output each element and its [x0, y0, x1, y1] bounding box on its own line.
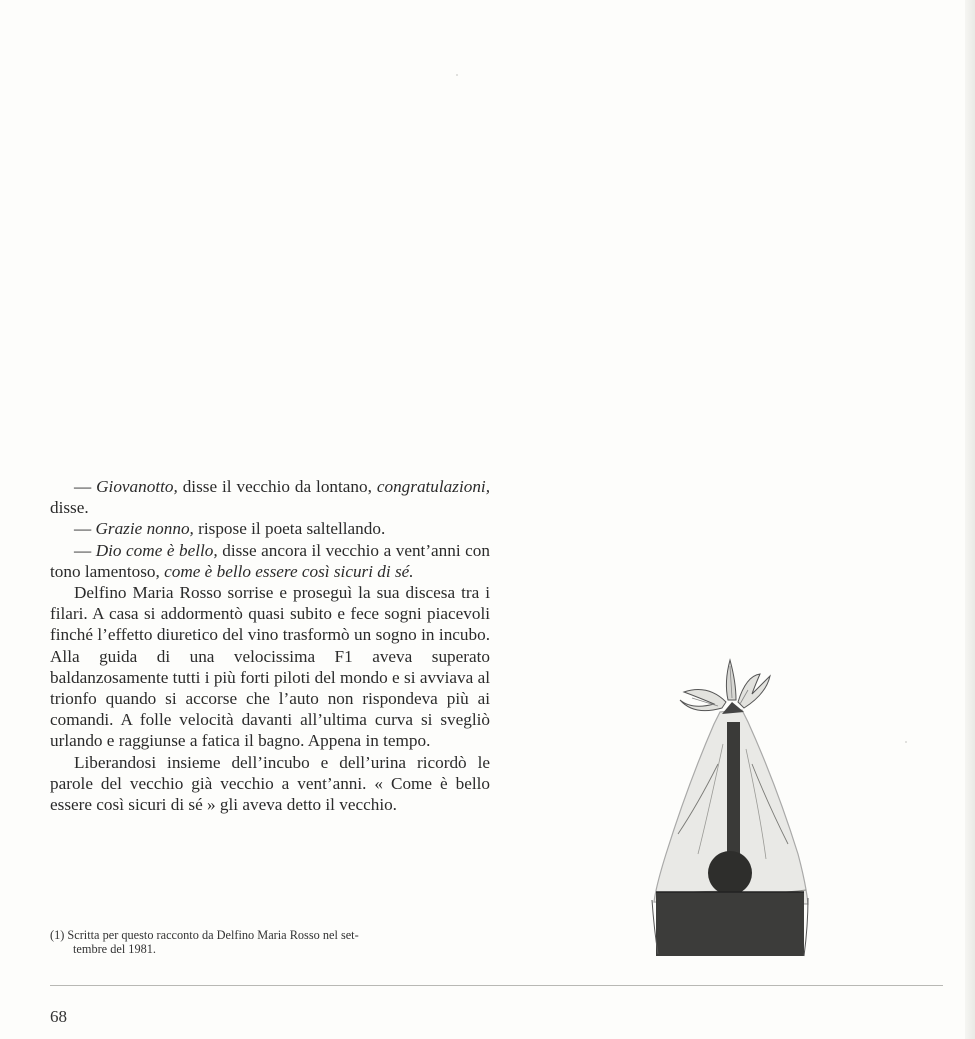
story-text	[50, 476, 490, 815]
paragraph	[50, 518, 490, 539]
horizontal-rule	[50, 985, 943, 986]
text-run: Delfino Maria Rosso sorrise e proseguì la sua discesa tra i filari. A casa si addormentò quasi subito e fece sogni piacevoli finché l’effetto diuretico del vino trasformò un sogno in incubo. Alla guida di una velocissima F1 aveva superato baldanzosamente tutti i più forti piloti del mondo e si avviava al trionfo quando si accorse che l’auto non rispondeva più ai comandi. A folle velocità davanti all’ultima curva si svegliò urlando e raggiunse a fatica il bagno. Appena in tempo.	[50, 583, 490, 751]
footnote-line: tembre del 1981.	[73, 941, 156, 956]
text-run: disse il vecchio da lontano,	[177, 477, 377, 496]
paragraph	[50, 582, 490, 752]
text-run: —	[74, 540, 96, 560]
italic-run: Grazie nonno,	[95, 519, 194, 539]
footnote	[50, 929, 490, 956]
text-run: Liberandosi insieme dell’incubo e dell’urina ricordò le parole del vecchio già vecchio a vent’anni. « Come è bello essere così sicuri di sé » gli aveva detto il vecchio.	[50, 752, 490, 815]
paragraph	[50, 540, 490, 582]
paragraph	[50, 752, 490, 816]
paper-speck	[905, 741, 907, 743]
paragraph	[50, 476, 490, 518]
italic-run: Dio come è bello,	[95, 540, 218, 560]
text-run: disse.	[50, 498, 89, 518]
sculpture-photo	[648, 654, 818, 958]
italic-run: come è bello essere così sicuri di sé.	[164, 561, 414, 581]
italic-run: congratulazioni,	[376, 477, 490, 496]
page-edge-shadow	[965, 0, 975, 1039]
text-run: disse ancora il vecchio a vent’anni con tono lamentoso,	[50, 540, 490, 581]
text-run: —	[74, 519, 96, 539]
text-run: rispose il poeta saltellando.	[193, 519, 386, 539]
italic-run: Giovanotto,	[96, 477, 178, 496]
paper-speck	[456, 74, 458, 76]
text-run: —	[74, 477, 97, 496]
footnote-line: (1) Scritta per questo racconto da Delfino Maria Rosso nel set-	[50, 928, 359, 942]
page-number: 68	[50, 1007, 67, 1026]
